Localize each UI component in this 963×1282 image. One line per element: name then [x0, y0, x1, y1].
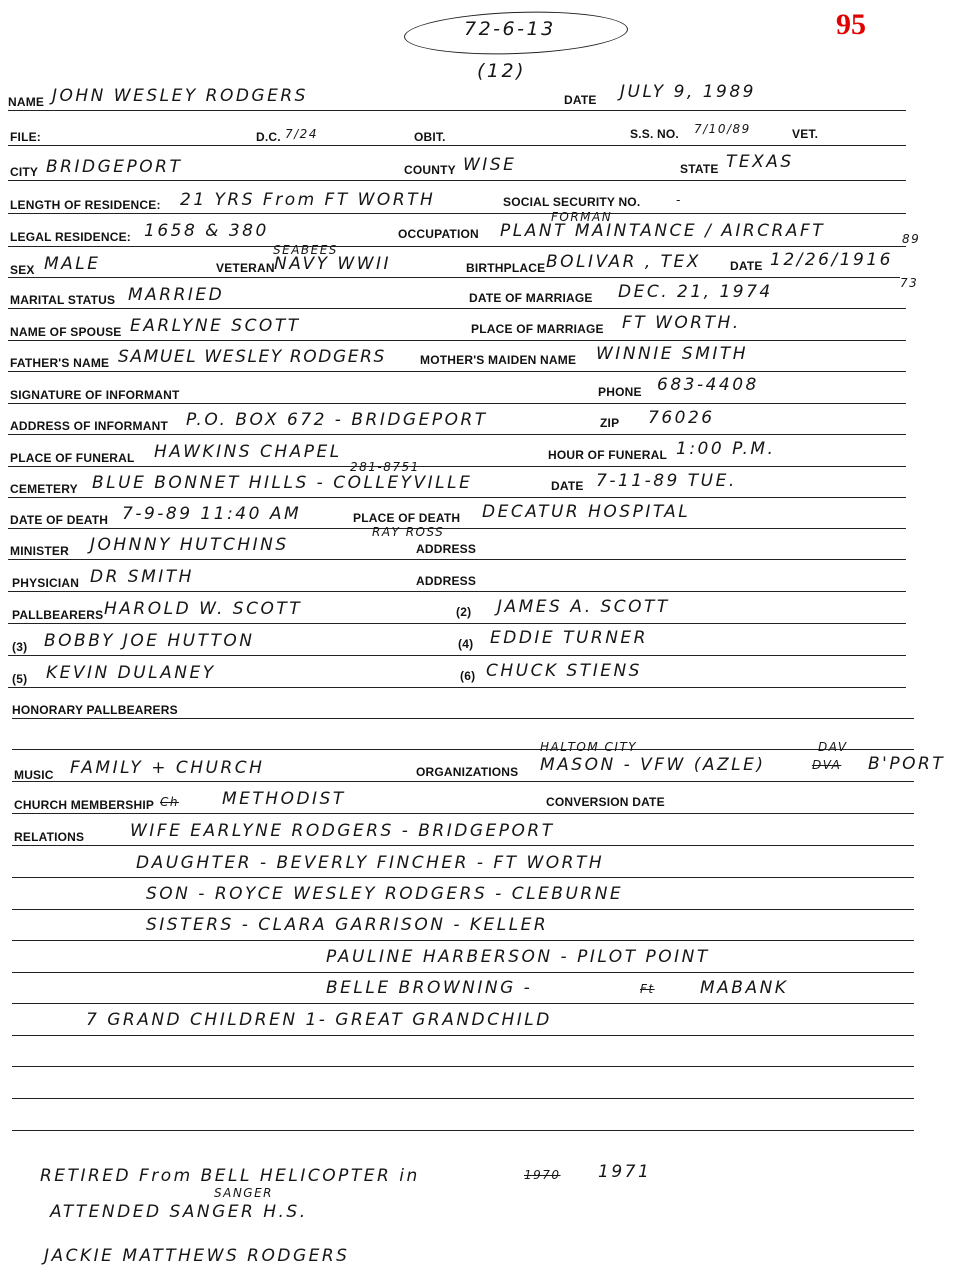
- value-phone: 683-4408: [657, 375, 759, 395]
- value-place-of-death: DECATUR HOSPITAL: [482, 502, 691, 522]
- rule: [12, 781, 914, 782]
- label-p4: (4): [458, 637, 474, 651]
- rule: [8, 466, 906, 467]
- label-p5: (5): [12, 672, 28, 686]
- value-relation-5: PAULINE HARBERSON - PILOT POINT: [326, 947, 710, 967]
- label-honorary-pallbearers: HONORARY PALLBEARERS: [12, 703, 178, 717]
- rule: [12, 1035, 914, 1036]
- value-cemetery-note: 281-8751: [350, 460, 420, 474]
- rule: [8, 403, 906, 404]
- label-p3: (3): [12, 640, 28, 654]
- value-relation-4: SISTERS - CLARA GARRISON - KELLER: [146, 915, 549, 935]
- label-county: COUNTY: [404, 163, 456, 177]
- value-social-security-no: -: [676, 193, 682, 207]
- rule: [12, 1130, 914, 1131]
- value-legal-residence: 1658 & 380: [144, 221, 269, 241]
- label-mothers-maiden-name: MOTHER'S MAIDEN NAME: [420, 353, 577, 367]
- label-city: CITY: [10, 165, 39, 179]
- label-p2: (2): [456, 605, 472, 619]
- label-sex: SEX: [10, 263, 35, 277]
- label-dc: D.C.: [256, 130, 281, 144]
- value-relation-1: WIFE EARLYNE RODGERS - BRIDGEPORT: [130, 821, 555, 841]
- rule: [12, 813, 914, 814]
- label-organizations: ORGANIZATIONS: [416, 765, 519, 779]
- label-physician: PHYSICIAN: [12, 576, 80, 590]
- label-social-security-no: SOCIAL SECURITY NO.: [503, 195, 641, 209]
- value-date-of-death: 7-9-89 11:40 AM: [122, 504, 302, 524]
- value-pallbearer-1: HAROLD W. SCOTT: [104, 599, 303, 619]
- value-date-of-marriage: DEC. 21, 1974: [618, 282, 773, 302]
- value-sex: MALE: [44, 254, 101, 274]
- label-birthplace: BIRTHPLACE: [466, 261, 546, 275]
- rule: [12, 1098, 914, 1099]
- label-fathers-name: FATHER'S NAME: [10, 356, 110, 370]
- rule: [8, 559, 906, 560]
- label-signature-of-informant: SIGNATURE OF INFORMANT: [10, 388, 180, 402]
- rule: [8, 180, 906, 181]
- rule: [8, 308, 906, 309]
- value-length-of-residence: 21 YRS From FT WORTH: [180, 190, 436, 210]
- label-vet: VET.: [792, 127, 819, 141]
- rule: [8, 528, 906, 529]
- label-veteran: VETERAN: [216, 261, 275, 275]
- label-minister-address: ADDRESS: [416, 542, 477, 556]
- label-church-membership: CHURCH MEMBERSHIP: [14, 798, 155, 812]
- rule: [8, 277, 900, 278]
- value-pallbearer-5: KEVIN DULANEY: [46, 663, 216, 683]
- label-place-of-death: PLACE OF DEATH: [353, 511, 461, 525]
- label-hour-of-funeral: HOUR OF FUNERAL: [548, 448, 667, 462]
- value-organizations-note: HALTOM CITY: [540, 740, 638, 754]
- value-relation-6: BELLE BROWNING -: [326, 978, 533, 998]
- label-minister: MINISTER: [10, 544, 69, 558]
- label-music: MUSIC: [14, 768, 54, 782]
- label-file: FILE:: [10, 130, 41, 144]
- label-zip: ZIP: [600, 416, 620, 430]
- value-city: BRIDGEPORT: [46, 157, 183, 177]
- label-relations: RELATIONS: [14, 830, 85, 844]
- label-physician-address: ADDRESS: [416, 574, 477, 588]
- value-relation-7: 7 GRAND CHILDREN 1- GREAT GRANDCHILD: [86, 1010, 552, 1030]
- footer-note-3: JACKIE MATTHEWS RODGERS: [44, 1246, 350, 1266]
- value-ss-no: 7/10/89: [694, 122, 751, 136]
- label-length-of-residence: LENGTH OF RESIDENCE:: [10, 198, 161, 212]
- value-minister: JOHNNY HUTCHINS: [90, 535, 289, 555]
- rule: [8, 591, 906, 592]
- rule: [8, 246, 906, 247]
- value-veteran-note: SEABEES: [273, 243, 338, 257]
- value-name-of-spouse: EARLYNE SCOTT: [130, 316, 301, 336]
- value-pallbearer-6: CHUCK STIENS: [486, 661, 642, 681]
- rule: [8, 340, 906, 341]
- label-obit: OBIT.: [414, 130, 446, 144]
- value-occupation: PLANT MAINTANCE / AIRCRAFT: [500, 221, 826, 241]
- label-marital-status: MARITAL STATUS: [10, 293, 116, 307]
- value-physician: DR SMITH: [90, 567, 194, 587]
- value-birthplace: BOLIVAR , TEX: [546, 252, 701, 272]
- label-cemetery: CEMETERY: [10, 482, 78, 496]
- label-legal-residence: LEGAL RESIDENCE:: [10, 230, 131, 244]
- page-number: 95: [836, 8, 866, 41]
- value-dc: 7/24: [285, 127, 318, 141]
- label-date: DATE: [564, 93, 597, 107]
- label-conversion-date: CONVERSION DATE: [546, 795, 665, 809]
- value-pallbearer-2: JAMES A. SCOTT: [497, 597, 670, 617]
- label-cemetery-date: DATE: [551, 479, 584, 493]
- value-minister-address-note: RAY ROSS: [372, 525, 445, 539]
- value-veteran: NAVY WWII: [274, 254, 392, 274]
- label-date-of-marriage: DATE OF MARRIAGE: [469, 291, 593, 305]
- value-address-of-informant: P.O. BOX 672 - BRIDGEPORT: [186, 410, 488, 430]
- label-p6: (6): [460, 669, 476, 683]
- value-cemetery-date: 7-11-89 TUE.: [596, 471, 737, 491]
- value-hour-of-funeral: 1:00 P.M.: [676, 439, 776, 459]
- value-occupation-note: FORMAN: [551, 210, 613, 224]
- footer-note-2-annotation: SANGER: [214, 1186, 274, 1200]
- label-place-of-marriage: PLACE OF MARRIAGE: [471, 322, 604, 336]
- value-relation-3: SON - ROYCE WESLEY RODGERS - CLEBURNE: [146, 884, 624, 904]
- rule: [12, 909, 914, 910]
- rule: [8, 213, 906, 214]
- value-cemetery: BLUE BONNET HILLS - COLLEYVILLE: [92, 473, 473, 493]
- value-organizations-note-2: DAV: [818, 740, 848, 754]
- rule: [12, 718, 914, 719]
- value-mothers-maiden-name: WINNIE SMITH: [596, 344, 749, 364]
- label-birth-date: DATE: [730, 259, 763, 273]
- label-name: NAME: [8, 95, 45, 109]
- case-number: 72-6-13: [464, 18, 556, 40]
- label-phone: PHONE: [598, 385, 642, 399]
- rule: [12, 749, 914, 750]
- value-relation-6-struck: Ft: [640, 982, 655, 996]
- rule: [12, 972, 914, 973]
- value-zip: 76026: [648, 408, 715, 428]
- footer-note-2: ATTENDED SANGER H.S.: [50, 1202, 308, 1222]
- value-marital-status: MARRIED: [128, 285, 225, 305]
- label-pallbearers: PALLBEARERS: [12, 608, 104, 622]
- footer-note-1-struck: 1970: [524, 1168, 561, 1182]
- label-ss-no: S.S. NO.: [630, 127, 679, 141]
- value-organizations-tail: B'PORT: [868, 754, 946, 774]
- rule: [8, 497, 906, 498]
- value-state: TEXAS: [726, 152, 794, 172]
- value-church-membership-struck: Ch: [160, 795, 179, 809]
- label-state: STATE: [680, 162, 719, 176]
- sub-number: (12): [477, 60, 527, 82]
- rule: [8, 371, 906, 372]
- value-church-membership: METHODIST: [222, 789, 346, 809]
- value-relation-6-tail: MABANK: [700, 978, 789, 998]
- value-name: JOHN WESLEY RODGERS: [52, 86, 308, 106]
- value-place-of-marriage: FT WORTH.: [622, 313, 741, 333]
- label-name-of-spouse: NAME OF SPOUSE: [10, 325, 122, 339]
- label-place-of-funeral: PLACE OF FUNERAL: [10, 451, 135, 465]
- rule: [8, 434, 906, 435]
- rule: [12, 877, 914, 878]
- rule: [8, 655, 906, 656]
- rule: [8, 145, 906, 146]
- rule: [8, 623, 906, 624]
- label-occupation: OCCUPATION: [398, 227, 479, 241]
- rule: [8, 110, 906, 111]
- value-pallbearer-4: EDDIE TURNER: [490, 628, 648, 648]
- value-organizations: MASON - VFW (AZLE): [540, 755, 766, 775]
- value-birth-date: 12/26/1916: [770, 250, 893, 270]
- label-address-of-informant: ADDRESS OF INFORMANT: [10, 419, 168, 433]
- value-age-note-2: 73: [900, 276, 919, 290]
- footer-note-1: RETIRED From BELL HELICOPTER in: [40, 1166, 420, 1186]
- label-date-of-death: DATE OF DEATH: [10, 513, 109, 527]
- value-relation-2: DAUGHTER - BEVERLY FINCHER - FT WORTH: [136, 853, 605, 873]
- value-place-of-funeral: HAWKINS CHAPEL: [154, 442, 342, 462]
- rule: [12, 1066, 914, 1067]
- value-county: WISE: [463, 155, 517, 175]
- value-date: JULY 9, 1989: [620, 82, 756, 102]
- value-organizations-struck: DVA: [812, 758, 842, 772]
- rule: [12, 845, 914, 846]
- value-pallbearer-3: BOBBY JOE HUTTON: [44, 631, 255, 651]
- value-music: FAMILY + CHURCH: [70, 758, 265, 778]
- rule: [8, 687, 906, 688]
- value-age-note-1: 89: [902, 232, 921, 246]
- value-fathers-name: SAMUEL WESLEY RODGERS: [118, 347, 386, 367]
- rule: [12, 1003, 914, 1004]
- footer-note-1-tail: 1971: [598, 1162, 652, 1182]
- rule: [12, 940, 914, 941]
